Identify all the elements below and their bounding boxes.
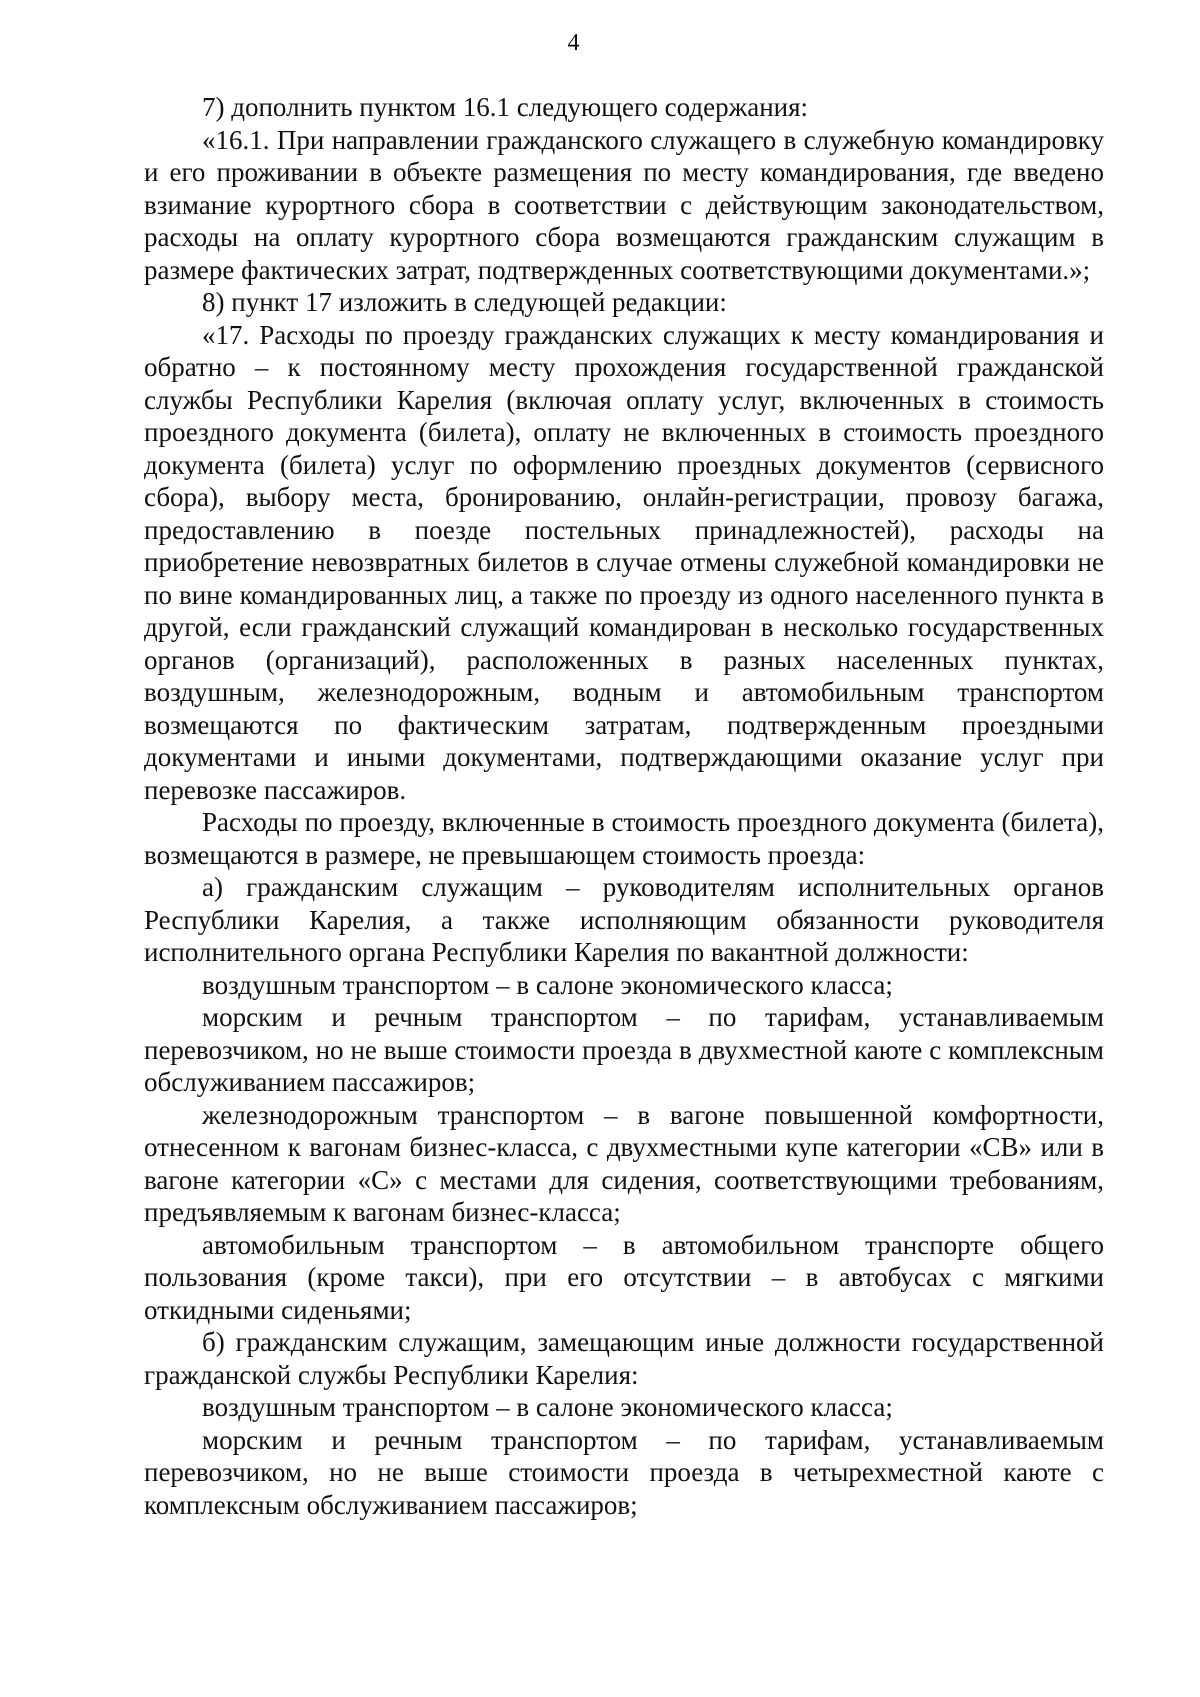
page-number: 4 (567, 30, 580, 56)
paragraph-road-transport-a: автомобильным транспортом – в автомобильном транспорте общего пользования (кроме такси), при его отсутствии – в автобусах с мягкими откидными сиденьями; (144, 1229, 1104, 1325)
paragraph-subitem-b: б) гражданским служащим, замещающим иные должности государственной гражданской службы Республики Карелия: (144, 1327, 1104, 1390)
paragraph-clause-17: «17. Расходы по проезду гражданских служащих к месту командирования и обратно – к постоянному месту прохождения государственной гражданской службы Республики Карелия (включая оплату услуг, включенных в стоимость проездного документа (билета), оплату не включенных в стоимость проездного документа (билета) услуг по оформлению проездных документов (сервисного сбора), выбору места, бронированию, онлайн-регистрации, провозу багажа, предоставлению в поезде постельных принадлежностей), расходы на приобретение невозвратных билетов в случае отмены служебной командировки не по вине командированных лиц, а также по проезду из одного населенного пункта в другой, если гражданский служащий командирован в несколько государственных органов (организаций), расположенных в разных населенных пунктах, воздушным, железнодорожным, водным и автомобильным транспортом возмещаются по фактическим затратам, подтвержденным проездными документами и иными документами, подтверждающими оказание услуг при перевозке пассажиров. (144, 319, 1104, 805)
paragraph-clause-16-1: «16.1. При направлении гражданского служащего в служебную командировку и его проживании в объекте размещения по месту командирования, где введено взимание курортного сбора в соответствии с действующим законодательством, расходы на оплату курортного сбора возмещаются гражданским служащим в размере фактических затрат, подтвержденных соответствующими документами.»; (144, 124, 1104, 285)
paragraph-air-transport-a: воздушным транспортом – в салоне экономического класса; (202, 969, 893, 1000)
paragraph-air-transport-b: воздушным транспортом – в салоне экономического класса; (202, 1392, 893, 1422)
paragraph-rail-transport-a: железнодорожным транспортом – в вагоне повышенной комфортности, отнесенном к вагонам бизнес-класса, с двухместными купе категории «СВ» или в вагоне категории «С» с местами для сидения, соответствующими требованиям, предъявляемым к вагонам бизнес-класса; (144, 1099, 1104, 1227)
paragraph-subitem-a: а) гражданским служащим – руководителям исполнительных органов Республики Карелия, а также исполняющим обязанности руководителя исполнительного органа Республики Карелия по вакантной должности: (144, 872, 1104, 967)
paragraph-item-8: 8) пункт 17 изложить в следующей редакции: (202, 287, 727, 317)
paragraph-sea-river-transport-b: морским и речным транспортом – по тарифам, устанавливаемым перевозчиком, но не выше стоимости проезда в четырехместной каюте с комплексным обслуживанием пассажиров; (144, 1424, 1104, 1520)
document-body (144, 91, 1104, 1521)
paragraph-sea-river-transport-a: морским и речным транспортом – по тарифам, устанавливаемым перевозчиком, но не выше стоимости проезда в двухместной каюте с комплексным обслуживанием пассажиров; (144, 1002, 1104, 1097)
paragraph-item-7: 7) дополнить пунктом 16.1 следующего содержания: (202, 92, 809, 122)
paragraph-travel-costs: Расходы по проезду, включенные в стоимость проездного документа (билета), возмещаются в размере, не превышающем стоимость проезда: (144, 807, 1104, 870)
